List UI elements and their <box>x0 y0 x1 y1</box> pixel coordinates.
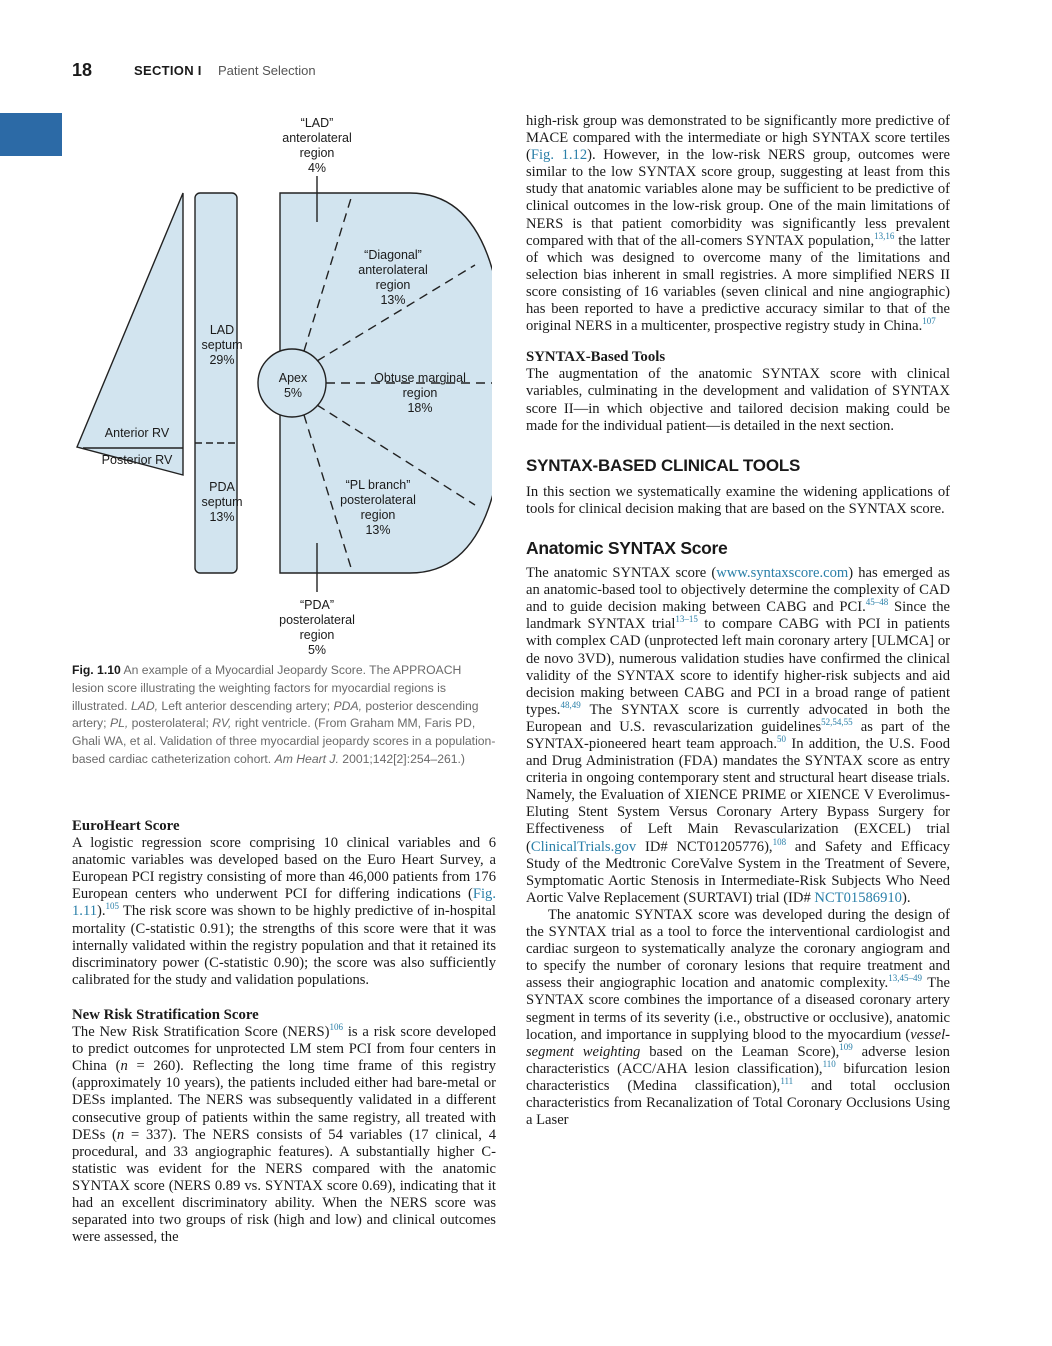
text-run: The SYNTAX score combines the importance of a diseased coronary artery segment in terms of its severity (i.e., obstructive or occlusive), anatomic location, and importance in supplying blood to the myocardium ( <box>526 975 950 1043</box>
text-run: high-risk group was demonstrated to be significantly more predictive of MACE compared with the intermediate or high SYNTAX score tertiles ( <box>526 113 950 164</box>
syntaxscore-link[interactable]: www.syntaxscore.com <box>716 565 849 582</box>
label-lad-septum-1: LAD <box>209 323 235 337</box>
label-pda-septum-3: 13% <box>209 510 235 524</box>
label-lad-septum-2: septum <box>201 338 243 352</box>
text-run: Since the landmark SYNTAX trial <box>526 599 950 633</box>
caption-text: 2001;142[2]:254–261.) <box>338 751 465 766</box>
text-run: The New Risk Stratification Score (NERS) <box>72 1024 330 1041</box>
caption-italic: PDA, <box>333 698 362 713</box>
text-run: A logistic regression score comprising 10 clinical variables and 6 anatomic variables was developed based on the Euro Heart Survey, a European PCI registry consisting of more than 46,000 patients from 176 European centers who underwent PCI for differing indications ( <box>72 835 496 903</box>
label-pl-1: “PL branch” <box>345 478 411 492</box>
ref-link[interactable]: 50 <box>777 734 787 745</box>
left-column <box>72 818 496 1246</box>
ref-link[interactable]: 52,54,55 <box>821 717 853 728</box>
text-run: = 337). The NERS consists of 54 variables (17 clinical, 4 procedural, and 33 angiographic features). A substantially higher C-statistic was evident for the NERS compared with the anatomic SYNTAX score (NERS 0.89 vs. SYNTAX score 0.69), indicating that it had an excellent discriminatory ability. When the NERS score was separated into two groups of risk (high and low) and clinical outcomes were assessed, the <box>72 1126 496 1246</box>
text-run: ID# NCT01205776), <box>636 838 773 855</box>
figure-caption <box>72 662 496 769</box>
label-apex-2: 5% <box>283 386 303 400</box>
text-run: bifurcation lesion characteristics (Medina classification), <box>526 1060 951 1094</box>
text-run: to compare CABG with PCI in patients with complex CAD (unprotected left main coronary artery [ULMCA] or de novo 3VD), numerous validation studies have confirmed the clinical validity of the SYNTAX score to identify higher-risk subjects and aid decision making between CABG and PCI in a broad range of patient types. <box>526 616 950 718</box>
label-pda-post-3: region <box>299 628 335 642</box>
caption-text: An example of a Myocardial Jeopardy Score. The APPROACH lesion score illustrating the weighting factors for myocardial regions is illustrated. <box>72 663 462 713</box>
caption-italic: PL, <box>109 716 129 731</box>
ref-link[interactable]: 13–15 <box>675 614 698 625</box>
label-lad-antero-1: “LAD” <box>300 116 334 130</box>
caption-text: right ventricle. (From Graham MM, Faris PD, Ghali WA, et al. Validation of three myocardial jeopardy scores in a population-based cardiac catheterization cohort. <box>72 716 496 766</box>
fig-1-11-link[interactable]: Fig. 1.11 <box>72 886 496 920</box>
caption-text: posterolateral; <box>128 716 213 731</box>
fig-1-12-link[interactable]: Fig. 1.12 <box>530 147 588 164</box>
label-lad-septum-3: 29% <box>209 353 235 367</box>
italic-n: n <box>120 1058 128 1075</box>
anatomic-syntax-heading: Anatomic SYNTAX Score <box>526 537 728 558</box>
section-label: SECTION I <box>134 63 202 78</box>
label-pda-post-1: “PDA” <box>299 598 335 612</box>
myocardial-jeopardy-figure <box>72 110 492 670</box>
text-run: and Safety and Efficacy Study of the Medtronic CoreValve System in the Treatment of Severe, Symptomatic Aortic Stenosis in Intermediate-Risk Subjects Who Need Aortic Valve Replacement (SURTAVI) trial (ID# <box>526 838 950 906</box>
caption-italic: RV, <box>212 716 232 731</box>
right-column <box>526 113 950 1129</box>
text-run: The risk score was shown to be highly predictive of in-hospital mortality (C-statistic 0.91); the strengths of this score were that it was internally validated within the registry population and that it retained its discriminatory power (C-statistic 0.90); the score was also sufficiently calibrated for the study and validation populations. <box>72 903 496 988</box>
caption-italic: Am Heart J. <box>274 751 339 766</box>
label-om-1: Obtuse marginal <box>374 371 466 385</box>
label-apex-1: Apex <box>278 371 308 385</box>
clinical-tools-paragraph: In this section we systematically examine the widening applications of tools for clinical decision making that are based on the SYNTAX score. <box>526 483 950 517</box>
italic-n: n <box>116 1126 125 1143</box>
text-run: the latter of which was designed to overcome many of the limitations and selection bias inherent in small registries. A more simplified NERS II score consisting of 16 variables (seven clinical and nine angiographic) has been reported to have a predictive accuracy similar to that of the original NERS in a multicenter, prospective registry study in China. <box>526 232 950 335</box>
section-title: Patient Selection <box>218 63 316 78</box>
label-pl-4: 13% <box>365 523 391 537</box>
label-diag-1: “Diagonal” <box>364 248 422 262</box>
jeopardy-diagram <box>72 110 492 670</box>
text-run: ). <box>901 889 911 906</box>
ref-link[interactable]: 109 <box>839 1041 853 1052</box>
ref-link[interactable]: 48,49 <box>560 699 581 710</box>
ref-link[interactable]: 105 <box>105 901 120 912</box>
anatomic-paragraph-1 <box>526 565 950 907</box>
ners-heading: New Risk Stratification Score <box>72 1006 259 1023</box>
caption-text: Left anterior descending artery; <box>158 698 334 713</box>
ref-link[interactable]: 108 <box>772 836 787 847</box>
text-run: adverse lesion characteristics (ACC/AHA lesion classification), <box>526 1043 950 1077</box>
label-pda-post-4: 5% <box>307 643 327 657</box>
caption-label: Fig. 1.10 <box>72 663 121 677</box>
label-pl-2: posterolateral <box>340 493 416 507</box>
section-tab-marker <box>0 113 62 156</box>
label-diag-3: region <box>375 278 411 292</box>
label-pda-post-2: posterolateral <box>279 613 355 627</box>
ref-link[interactable]: 45–48 <box>865 597 889 608</box>
text-run: The anatomic SYNTAX score ( <box>526 565 717 582</box>
label-diag-4: 13% <box>380 293 406 307</box>
ref-link[interactable]: 106 <box>329 1022 344 1033</box>
nct-link[interactable]: NCT01586910 <box>814 889 902 906</box>
clinical-tools-heading: SYNTAX-BASED CLINICAL TOOLS <box>526 455 801 475</box>
text-run: as part of the SYNTAX-pioneered heart team approach. <box>526 718 950 752</box>
text-run: The SYNTAX score is currently advocated in both the European and U.S. revascularization guidelines <box>526 701 950 735</box>
text-run: ). However, in the low-risk NERS group, outcomes were similar to the low SYNTAX score group, suggesting at least from this study that anatomic variables alone may be sufficient to be predictive of clinical outcomes in the low-risk group. One of the main limitations of NERS is that patient comorbidity was significantly less prevalent compared with that of the all-comers SYNTAX population, <box>526 147 950 249</box>
syntax-tools-paragraph: The augmentation of the anatomic SYNTAX score with clinical variables, culminating in the development and validation of SYNTAX score II—in which objective and tailored decision making could be made for the individual patient—is detailed in the next section. <box>526 366 950 434</box>
label-lad-antero-4: 4% <box>307 161 327 175</box>
text-run: The anatomic SYNTAX score was developed during the design of the SYNTAX trial as a tool to force the interventional cardiologist and cardiac surgeon to systematically analyze the coronary angiogram and to specify the number of coronary lesions that require treatment and assess their angiographic location and anatomic complexity. <box>526 906 950 992</box>
text-run: is a risk score developed to predict outcomes for unprotected LM stem PCI from four centers in China ( <box>72 1024 496 1075</box>
label-om-2: region <box>402 386 438 400</box>
ners-continued-paragraph <box>526 113 950 335</box>
caption-italic: LAD, <box>130 698 159 713</box>
label-pda-septum-2: septum <box>201 495 243 509</box>
euroheart-heading: EuroHeart Score <box>72 818 180 834</box>
label-om-3: 18% <box>407 401 433 415</box>
text-run: = 260). Reflecting the long time frame of this registry (approximately 10 years), the patients included either had bare-metal or DESs implanted. The NERS was subsequently validated in a different consecutive group of patients within the same registry, all treated with DESs ( <box>72 1058 496 1143</box>
text-run: ). <box>97 903 106 920</box>
italic-term: vessel-segment weighting <box>526 1026 950 1060</box>
text-run: based on the Leaman Score), <box>640 1043 840 1060</box>
anatomic-paragraph-2 <box>526 907 950 1129</box>
label-lad-antero-2: anterolateral <box>282 131 352 145</box>
page-number: 18 <box>72 60 93 80</box>
ref-link[interactable]: 13,16 <box>874 230 895 241</box>
label-diag-2: anterolateral <box>358 263 428 277</box>
text-run: ) has emerged as an anatomic-based tool to objectively determine the complexity of CAD and to guide decision making between CABG and PCI. <box>526 565 950 616</box>
ners-paragraph <box>72 1024 496 1246</box>
text-run: In addition, the U.S. Food and Drug Administration (FDA) mandates the SYNTAX score as entry criteria in ongoing contemporary stent and structural heart disease trials. Namely, the Evaluation of XIENCE PRIME or XIENCE V Everolimus-Eluting Stent System Versus Coronary Artery Bypass Surgery for Effectiveness of Left Main Revascularization (EXCEL) trial ( <box>526 736 951 855</box>
ref-link[interactable]: 110 <box>822 1058 836 1069</box>
label-anterior-rv: Anterior RV <box>104 426 170 440</box>
euroheart-paragraph <box>72 835 496 989</box>
syntax-tools-heading: SYNTAX-Based Tools <box>526 349 666 366</box>
label-pda-septum-1: PDA <box>209 480 235 494</box>
ref-link[interactable]: 13,45–49 <box>888 973 922 984</box>
ref-link[interactable]: 107 <box>922 316 936 327</box>
label-posterior-rv: Posterior RV <box>101 453 173 467</box>
label-lad-antero-3: region <box>299 146 335 160</box>
caption-text: posterior descending artery; <box>72 698 479 731</box>
ref-link[interactable]: 111 <box>780 1076 794 1087</box>
text-run: and total occlusion characteristics from Recanalization of Total Coronary Occlusions Using a Laser <box>526 1077 950 1129</box>
label-pl-3: region <box>360 508 396 522</box>
clinicaltrials-link[interactable]: ClinicalTrials.gov <box>530 838 637 855</box>
